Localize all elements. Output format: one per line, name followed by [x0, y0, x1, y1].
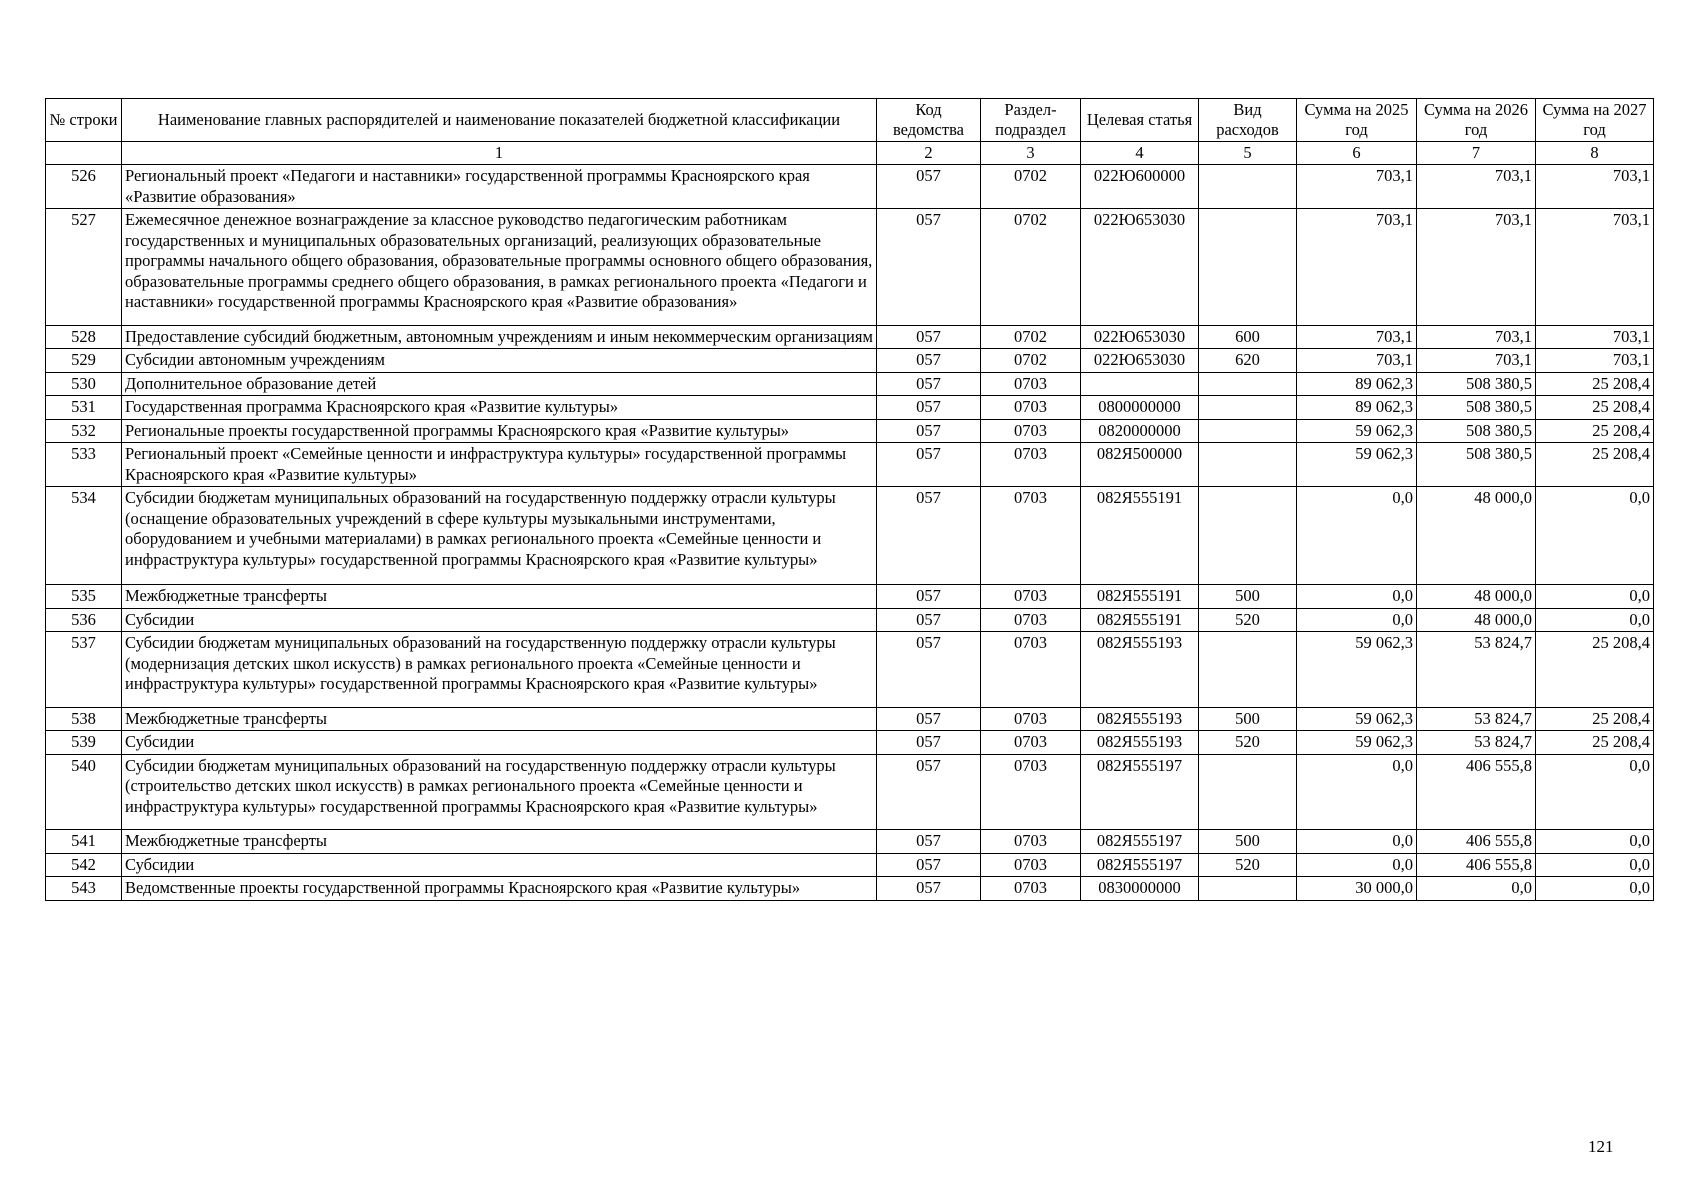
column-number: 5: [1199, 142, 1297, 165]
department-code-cell: 057: [877, 853, 981, 877]
table-row: [46, 165, 1654, 209]
section-cell: 0703: [981, 396, 1081, 420]
row-number-cell: 540: [46, 754, 122, 830]
sum-2025-cell: 0,0: [1297, 487, 1417, 585]
sum-2027-cell: 25 208,4: [1536, 443, 1654, 487]
sum-2026-cell: 703,1: [1417, 209, 1536, 326]
table-row: [46, 853, 1654, 877]
sum-2027-cell: 703,1: [1536, 325, 1654, 349]
target-article-cell: 082Я555197: [1081, 830, 1199, 854]
sum-2025-cell: 59 062,3: [1297, 632, 1417, 708]
sum-2026-cell: 703,1: [1417, 349, 1536, 373]
table-row: [46, 487, 1654, 585]
header-sum-2026: Сумма на 2026 год: [1417, 99, 1536, 142]
row-number-cell: 529: [46, 349, 122, 373]
sum-2026-cell: 53 824,7: [1417, 632, 1536, 708]
table-row: [46, 877, 1654, 901]
table-header: [46, 99, 1654, 165]
target-article-cell: 0820000000: [1081, 419, 1199, 443]
sum-2027-cell: 0,0: [1536, 830, 1654, 854]
sum-2026-cell: 508 380,5: [1417, 372, 1536, 396]
table-row: [46, 349, 1654, 373]
section-cell: 0702: [981, 325, 1081, 349]
expense-type-cell: [1199, 443, 1297, 487]
header-section: Раздел-подраздел: [981, 99, 1081, 142]
expense-type-cell: [1199, 419, 1297, 443]
target-article-cell: 082Я555197: [1081, 754, 1199, 830]
target-article-cell: [1081, 372, 1199, 396]
sum-2027-cell: 25 208,4: [1536, 419, 1654, 443]
section-cell: 0703: [981, 731, 1081, 755]
target-article-cell: 022Ю600000: [1081, 165, 1199, 209]
row-name-cell: Государственная программа Красноярского края «Развитие культуры»: [122, 396, 877, 420]
row-number-cell: 537: [46, 632, 122, 708]
row-name-cell: Межбюджетные трансферты: [122, 830, 877, 854]
row-number-cell: 530: [46, 372, 122, 396]
sum-2025-cell: 0,0: [1297, 853, 1417, 877]
row-number-cell: 543: [46, 877, 122, 901]
row-name-cell: Региональный проект «Семейные ценности и инфраструктура культуры» государственной программы Красноярского края «Развитие культуры»: [122, 443, 877, 487]
sum-2026-cell: 406 555,8: [1417, 830, 1536, 854]
column-number: 3: [981, 142, 1081, 165]
table-row: [46, 707, 1654, 731]
section-cell: 0703: [981, 754, 1081, 830]
table-body: [46, 165, 1654, 901]
sum-2027-cell: 0,0: [1536, 853, 1654, 877]
expense-type-cell: [1199, 372, 1297, 396]
section-cell: 0703: [981, 585, 1081, 609]
sum-2026-cell: 703,1: [1417, 325, 1536, 349]
sum-2026-cell: 48 000,0: [1417, 487, 1536, 585]
sum-2027-cell: 703,1: [1536, 349, 1654, 373]
department-code-cell: 057: [877, 877, 981, 901]
row-name-cell: Субсидии: [122, 853, 877, 877]
row-number-cell: 539: [46, 731, 122, 755]
department-code-cell: 057: [877, 830, 981, 854]
row-name-cell: Субсидии: [122, 731, 877, 755]
sum-2026-cell: 508 380,5: [1417, 396, 1536, 420]
row-number-cell: 526: [46, 165, 122, 209]
sum-2026-cell: 508 380,5: [1417, 443, 1536, 487]
sum-2026-cell: 406 555,8: [1417, 754, 1536, 830]
expense-type-cell: 520: [1199, 731, 1297, 755]
column-number: 2: [877, 142, 981, 165]
sum-2025-cell: 59 062,3: [1297, 731, 1417, 755]
sum-2025-cell: 59 062,3: [1297, 443, 1417, 487]
table-row: [46, 830, 1654, 854]
target-article-cell: 082Я555191: [1081, 487, 1199, 585]
sum-2026-cell: 703,1: [1417, 165, 1536, 209]
sum-2025-cell: 703,1: [1297, 165, 1417, 209]
column-number: 6: [1297, 142, 1417, 165]
table-row: [46, 443, 1654, 487]
target-article-cell: 082Я555191: [1081, 585, 1199, 609]
expense-type-cell: 520: [1199, 608, 1297, 632]
department-code-cell: 057: [877, 209, 981, 326]
row-number-cell: 541: [46, 830, 122, 854]
row-number-cell: 527: [46, 209, 122, 326]
header-expense-type: Вид расходов: [1199, 99, 1297, 142]
section-cell: 0702: [981, 209, 1081, 326]
sum-2025-cell: 89 062,3: [1297, 396, 1417, 420]
department-code-cell: 057: [877, 731, 981, 755]
sum-2025-cell: 703,1: [1297, 325, 1417, 349]
sum-2025-cell: 703,1: [1297, 349, 1417, 373]
table-row: [46, 396, 1654, 420]
sum-2026-cell: 53 824,7: [1417, 707, 1536, 731]
sum-2027-cell: 0,0: [1536, 585, 1654, 609]
expense-type-cell: 620: [1199, 349, 1297, 373]
column-number: 1: [122, 142, 877, 165]
header-row: [46, 99, 1654, 142]
page-number: 121: [1588, 1137, 1614, 1156]
row-number-cell: 535: [46, 585, 122, 609]
sum-2027-cell: 0,0: [1536, 877, 1654, 901]
department-code-cell: 057: [877, 608, 981, 632]
section-cell: 0702: [981, 165, 1081, 209]
row-number-cell: 532: [46, 419, 122, 443]
row-name-cell: Межбюджетные трансферты: [122, 707, 877, 731]
sum-2026-cell: 406 555,8: [1417, 853, 1536, 877]
column-number: 7: [1417, 142, 1536, 165]
expense-type-cell: [1199, 754, 1297, 830]
table-row: [46, 731, 1654, 755]
sum-2025-cell: 59 062,3: [1297, 419, 1417, 443]
expense-type-cell: [1199, 209, 1297, 326]
row-name-cell: Региональный проект «Педагоги и наставники» государственной программы Красноярского края «Развитие образования»: [122, 165, 877, 209]
header-target-article: Целевая статья: [1081, 99, 1199, 142]
section-cell: 0703: [981, 443, 1081, 487]
sum-2025-cell: 0,0: [1297, 608, 1417, 632]
sum-2025-cell: 0,0: [1297, 830, 1417, 854]
expense-type-cell: [1199, 396, 1297, 420]
department-code-cell: 057: [877, 632, 981, 708]
section-cell: 0703: [981, 877, 1081, 901]
expense-type-cell: [1199, 632, 1297, 708]
department-code-cell: 057: [877, 396, 981, 420]
section-cell: 0703: [981, 830, 1081, 854]
section-cell: 0703: [981, 632, 1081, 708]
row-number-cell: 533: [46, 443, 122, 487]
row-name-cell: Межбюджетные трансферты: [122, 585, 877, 609]
sum-2027-cell: 0,0: [1536, 754, 1654, 830]
section-cell: 0703: [981, 487, 1081, 585]
target-article-cell: 082Я555193: [1081, 707, 1199, 731]
section-cell: 0703: [981, 419, 1081, 443]
sum-2025-cell: 0,0: [1297, 754, 1417, 830]
target-article-cell: 082Я555193: [1081, 731, 1199, 755]
row-number-cell: 538: [46, 707, 122, 731]
sum-2027-cell: 25 208,4: [1536, 396, 1654, 420]
section-cell: 0703: [981, 853, 1081, 877]
department-code-cell: 057: [877, 754, 981, 830]
sum-2025-cell: 703,1: [1297, 209, 1417, 326]
target-article-cell: 082Я555191: [1081, 608, 1199, 632]
row-number-cell: 534: [46, 487, 122, 585]
row-number-cell: 536: [46, 608, 122, 632]
row-name-cell: Ежемесячное денежное вознаграждение за классное руководство педагогическим работникам государственных и муниципальных образовательных организаций, реализующих образовательные программы начального общего образования, образовательные программы основного общего образования, образовательные программы среднего общего образования, в рамках регионального проекта «Педагоги и наставники» государственной программы Красноярского края «Развитие образования»: [122, 209, 877, 326]
header-name: Наименование главных распорядителей и наименование показателей бюджетной классификации: [122, 99, 877, 142]
row-name-cell: Субсидии бюджетам муниципальных образований на государственную поддержку отрасли культуры (строительство детских школ искусств) в рамках регионального проекта «Семейные ценности и инфраструктура культуры» государственной программы Красноярского края «Развитие культуры»: [122, 754, 877, 830]
target-article-cell: 022Ю653030: [1081, 349, 1199, 373]
row-name-cell: Региональные проекты государственной программы Красноярского края «Развитие культуры»: [122, 419, 877, 443]
expense-type-cell: 500: [1199, 585, 1297, 609]
table-row: [46, 419, 1654, 443]
row-name-cell: Субсидии автономным учреждениям: [122, 349, 877, 373]
sum-2025-cell: 0,0: [1297, 585, 1417, 609]
column-number-row: [46, 142, 1654, 165]
header-row-number: № строки: [46, 99, 122, 142]
expense-type-cell: [1199, 487, 1297, 585]
header-department-code: Код ведомства: [877, 99, 981, 142]
sum-2027-cell: 25 208,4: [1536, 707, 1654, 731]
sum-2027-cell: 0,0: [1536, 487, 1654, 585]
department-code-cell: 057: [877, 707, 981, 731]
row-name-cell: Ведомственные проекты государственной программы Красноярского края «Развитие культуры»: [122, 877, 877, 901]
sum-2026-cell: 508 380,5: [1417, 419, 1536, 443]
sum-2027-cell: 25 208,4: [1536, 731, 1654, 755]
sum-2026-cell: 53 824,7: [1417, 731, 1536, 755]
row-name-cell: Субсидии: [122, 608, 877, 632]
table-row: [46, 754, 1654, 830]
sum-2026-cell: 48 000,0: [1417, 608, 1536, 632]
sum-2025-cell: 59 062,3: [1297, 707, 1417, 731]
department-code-cell: 057: [877, 349, 981, 373]
row-number-cell: 528: [46, 325, 122, 349]
department-code-cell: 057: [877, 487, 981, 585]
table-row: [46, 632, 1654, 708]
target-article-cell: 0800000000: [1081, 396, 1199, 420]
sum-2025-cell: 30 000,0: [1297, 877, 1417, 901]
department-code-cell: 057: [877, 165, 981, 209]
row-name-cell: Субсидии бюджетам муниципальных образований на государственную поддержку отрасли культуры (оснащение образовательных учреждений в сфере культуры музыкальными инструментами, оборудованием и учебными материалами) в рамках регионального проекта «Семейные ценности и инфраструктура культуры» государственной программы Красноярского края «Развитие культуры»: [122, 487, 877, 585]
budget-table: [45, 98, 1654, 901]
row-number-cell: 531: [46, 396, 122, 420]
target-article-cell: 022Ю653030: [1081, 325, 1199, 349]
target-article-cell: 0830000000: [1081, 877, 1199, 901]
target-article-cell: 022Ю653030: [1081, 209, 1199, 326]
section-cell: 0703: [981, 372, 1081, 396]
sum-2027-cell: 25 208,4: [1536, 632, 1654, 708]
section-cell: 0702: [981, 349, 1081, 373]
expense-type-cell: 600: [1199, 325, 1297, 349]
table-row: [46, 608, 1654, 632]
section-cell: 0703: [981, 608, 1081, 632]
expense-type-cell: 520: [1199, 853, 1297, 877]
column-number: [46, 142, 122, 165]
department-code-cell: 057: [877, 585, 981, 609]
sum-2026-cell: 0,0: [1417, 877, 1536, 901]
target-article-cell: 082Я500000: [1081, 443, 1199, 487]
sum-2027-cell: 0,0: [1536, 608, 1654, 632]
row-name-cell: Субсидии бюджетам муниципальных образований на государственную поддержку отрасли культуры (модернизация детских школ искусств) в рамках регионального проекта «Семейные ценности и инфраструктура культуры» государственной программы Красноярского края «Развитие культуры»: [122, 632, 877, 708]
row-name-cell: Дополнительное образование детей: [122, 372, 877, 396]
department-code-cell: 057: [877, 372, 981, 396]
target-article-cell: 082Я555193: [1081, 632, 1199, 708]
sum-2026-cell: 48 000,0: [1417, 585, 1536, 609]
sum-2027-cell: 703,1: [1536, 209, 1654, 326]
expense-type-cell: 500: [1199, 707, 1297, 731]
expense-type-cell: 500: [1199, 830, 1297, 854]
target-article-cell: 082Я555197: [1081, 853, 1199, 877]
table-row: [46, 209, 1654, 326]
header-sum-2025: Сумма на 2025 год: [1297, 99, 1417, 142]
sum-2027-cell: 25 208,4: [1536, 372, 1654, 396]
column-number: 8: [1536, 142, 1654, 165]
row-name-cell: Предоставление субсидий бюджетным, автономным учреждениям и иным некоммерческим организациям: [122, 325, 877, 349]
header-sum-2027: Сумма на 2027 год: [1536, 99, 1654, 142]
department-code-cell: 057: [877, 419, 981, 443]
sum-2027-cell: 703,1: [1536, 165, 1654, 209]
section-cell: 0703: [981, 707, 1081, 731]
expense-type-cell: [1199, 165, 1297, 209]
table-row: [46, 325, 1654, 349]
row-number-cell: 542: [46, 853, 122, 877]
expense-type-cell: [1199, 877, 1297, 901]
department-code-cell: 057: [877, 443, 981, 487]
table-row: [46, 585, 1654, 609]
department-code-cell: 057: [877, 325, 981, 349]
sum-2025-cell: 89 062,3: [1297, 372, 1417, 396]
column-number: 4: [1081, 142, 1199, 165]
table-row: [46, 372, 1654, 396]
